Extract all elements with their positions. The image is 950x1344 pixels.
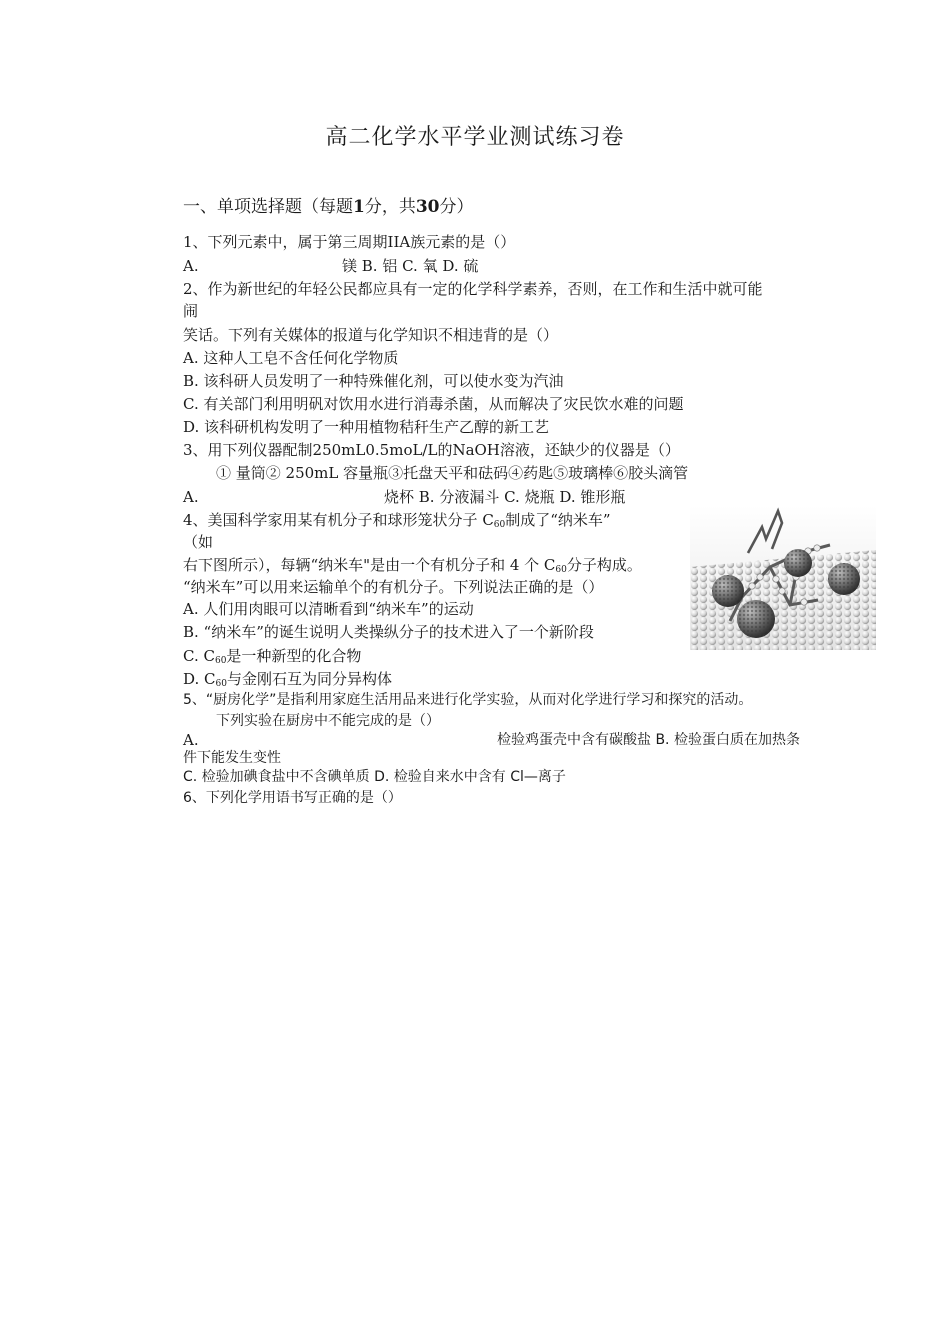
question-4-stem-wrap: （如 <box>183 533 214 551</box>
c60-wheel-texture <box>828 563 860 595</box>
c60-wheel-texture <box>737 600 775 638</box>
question-2-stem-wrap: 闹 <box>183 302 199 320</box>
section-heading: 一、单项选择题（每题1分，共30分） <box>183 197 474 217</box>
question-5-options-ab-wrap: 件下能发生变性 <box>183 750 281 766</box>
question-6-stem: 6、下列化学用语书写正确的是（） <box>183 790 402 806</box>
question-2-stem: 2、作为新世纪的年轻公民都应具有一定的化学科学素养，否则，在工作和生活中就可能 <box>183 280 763 298</box>
question-1-options: 镁 B. 铝 C. 氧 D. 硫 <box>342 257 479 275</box>
question-4-option-c: C. $C_{60}$是一种新型的化合物 <box>183 647 362 666</box>
question-5-options-cd: C. 检验加碘食盐中不含碘单质 D. 检验自来水中含有 Cl—离子 <box>183 769 566 785</box>
question-4-stem-cont: 右下图所示），每辆“纳米车"是由一个有机分子和 4 个 $C_{60}$分子构成。 <box>183 556 642 575</box>
question-5-options-ab: 检验鸡蛋壳中含有碳酸盐 B. 检验蛋白质在加热条 <box>497 732 800 748</box>
question-3-stem: 3、用下列仪器配制250mL0.5moL/L的NaOH溶液，还缺少的仪器是（） <box>183 441 680 459</box>
question-4-stem-end: “纳米车”可以用来运输单个的有机分子。下列说法正确的是（） <box>183 578 604 596</box>
question-5-stem-cont: 下列实验在厨房中不能完成的是（） <box>216 713 440 729</box>
question-2-option-d: D. 该科研机构发明了一种用植物秸秆生产乙醇的新工艺 <box>183 418 550 436</box>
question-3-options: 烧杯 B. 分液漏斗 C. 烧瓶 D. 锥形瓶 <box>384 488 626 506</box>
question-1-stem: 1、下列元素中，属于第三周期IIA族元素的是（） <box>183 233 516 251</box>
question-1-option-label: A. <box>183 257 199 275</box>
question-2-option-c: C. 有关部门利用明矾对饮用水进行消毒杀菌，从而解决了灾民饮水难的问题 <box>183 395 684 413</box>
question-2-option-a: A. 这种人工皂不含任何化学物质 <box>183 349 399 367</box>
question-3-items: ① 量筒② 250mL 容量瓶③托盘天平和砝码④药匙⑤玻璃棒⑥胶头滴管 <box>216 464 689 482</box>
question-5-stem: 5、“厨房化学”是指利用家庭生活用品来进行化学实验，从而对化学进行学习和探究的活动。 <box>183 692 753 708</box>
nanocar-figure <box>690 505 876 650</box>
c60-wheel-texture <box>712 575 744 607</box>
question-3-option-label: A. <box>183 488 199 506</box>
question-2-stem-cont: 笑话。下列有关媒体的报道与化学知识不相违背的是（） <box>183 326 559 344</box>
page-title: 高二化学水平学业测试练习卷 <box>325 125 625 150</box>
question-4-option-d: D. $C_{60}$与金刚石互为同分异构体 <box>183 670 392 689</box>
c60-wheel-texture <box>784 549 812 577</box>
question-2-option-b: B. 该科研人员发明了一种特殊催化剂，可以使水变为汽油 <box>183 372 564 390</box>
question-4-option-a: A. 人们用肉眼可以清晰看到“纳米车”的运动 <box>183 600 474 618</box>
question-4-option-b: B. “纳米车”的诞生说明人类操纵分子的技术进入了一个新阶段 <box>183 623 594 641</box>
question-5-option-label: A. <box>183 731 199 749</box>
question-4-stem: 4、美国科学家用某有机分子和球形笼状分子 $C_{60}$制成了“纳米车” <box>183 511 611 530</box>
